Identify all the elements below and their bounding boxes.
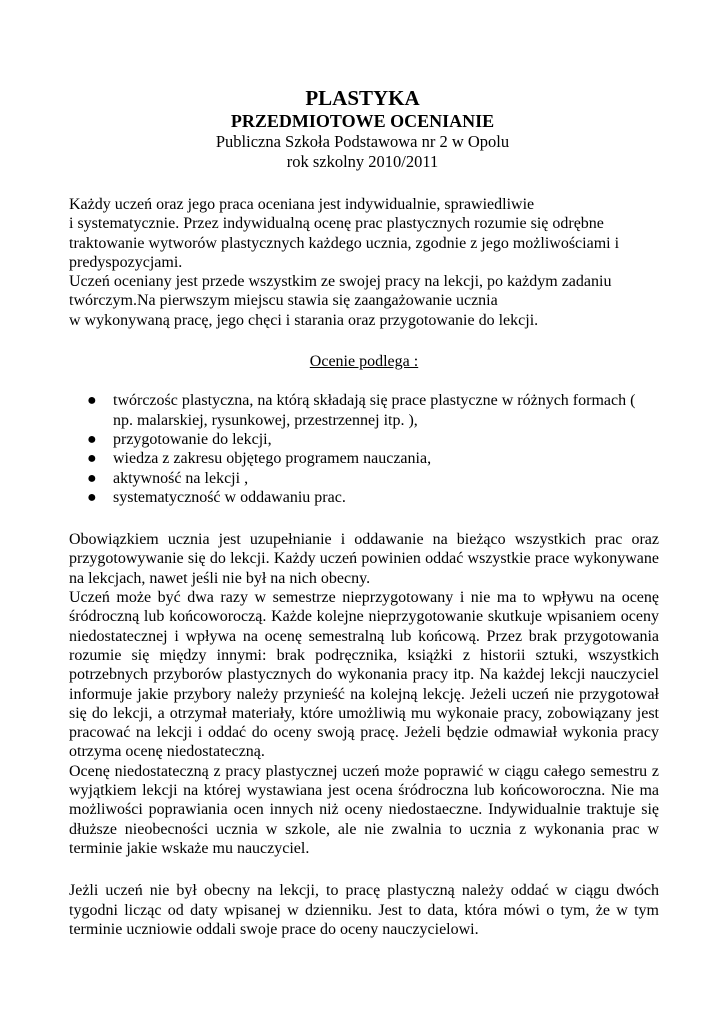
school-name: Publiczna Szkoła Podstawowa nr 2 w Opolu: [215, 132, 510, 151]
intro-line: w wykonywaną pracę, jego chęci i starania oraz przygotowanie do lekcji.: [69, 311, 539, 329]
list-item-text: aktywność na lekcji ,: [113, 469, 249, 487]
list-item-text: systematyczność w oddawaniu prac.: [113, 488, 346, 506]
rules-paragraph-improvement: Ocenę niedostateczną z pracy plastycznej uczeń może poprawić w ciągu całego semestru z wyjątkiem lekcji na której wystawiana jest ocena śródroczna lub końcoworoczna. Nie ma możliwości poprawiania ocen innych niż oceny niedostaeczne. Indywidualnie traktuje się dłuższe nieobecności ucznia w szkole, ale nie zwalnia to ucznia z wykonania prac w terminie jakie wskaże mu nauczyciel.: [69, 762, 659, 857]
rules-paragraph-preparation: Uczeń może być dwa razy w semestrze nieprzygotowany i nie ma to wpływu na ocenę śródroczną lub końcoworoczą. Każde kolejne nieprzygotowanie skutkuje wpisaniem oceny niedostatecznej i wpływa na ocenę semestralną lub końcową. Przez brak przygotowania rozumie się między innymi: brak podręcznika, książki z historii sztuki, wszystkich potrzebnych przyborów plastycznych do wykonania pracy itp. Na każdej lekcji nauczyciel informuje jakie przybory należy przynieść na kolejną lekcję. Jeżeli uczeń nie przygotował się do lekcji, a otrzymał materiały, które umożliwią mu wykonaie pracy, zobowiązany jest pracować na lekcji i oddać do oceny swoją pracę. Jeżeli będzie odmawiał wykonia pracy otrzyma ocenę niedostateczną.: [69, 589, 659, 761]
intro-line: i systematycznie. Przez indywidualną ocenę prac plastycznych rozumie się odrębne: [69, 215, 604, 233]
list-item-text: przygotowanie do lekcji,: [113, 430, 272, 448]
bullet-icon: ●: [87, 450, 97, 468]
bullet-icon: ●: [87, 392, 97, 410]
rules-paragraph-homework: Obowiązkiem ucznia jest uzupełnianie i oddawanie na bieżąco wszystkich prac oraz przygotowywanie się do lekcji. Każdy uczeń powinien oddać wszystkie prace wykonywane na lekcjach, nawet jeśli nie był na nich obecny.: [69, 531, 659, 587]
section-heading: Ocenie podlega :: [309, 353, 419, 371]
list-item-text: wiedza z zakresu objętego programem nauczania,: [113, 450, 432, 468]
list-item: [87, 391, 659, 430]
bullet-icon: ●: [87, 469, 97, 487]
intro-line: twórczym.Na pierwszym miejscu stawia się zaangażowanie ucznia: [69, 292, 498, 310]
intro-line: Uczeń oceniany jest przede wszystkim ze swojej pracy na lekcji, po każdym zadaniu: [69, 273, 612, 291]
page-title: PLASTYKA: [305, 86, 420, 110]
rules-section: [69, 530, 659, 858]
list-item-text: twórczośc plastyczna, na którą składają się prace plastyczne w różnych formach ( np. malarskiej, rysunkowej, przestrzennej itp. ),: [113, 392, 636, 429]
bullet-icon: ●: [87, 430, 97, 448]
intro-line: predyspozycjami.: [69, 253, 183, 271]
rules-paragraph-absence: Jeżli uczeń nie był obecny na lekcji, to pracę plastyczną należy oddać w ciągu dwóch tygodni licząc od daty wpisanej w dzienniku. Jest to data, która mówi o tym, że w tym terminie uczniowie oddali swoje prace do oceny nauczycielowi.: [69, 882, 659, 938]
list-item: [87, 488, 659, 507]
bullet-icon: ●: [87, 488, 97, 506]
document-header: [0, 86, 725, 172]
intro-paragraph: [69, 195, 659, 330]
school-year: rok szkolny 2010/2011: [286, 152, 439, 171]
page-subtitle: PRZEDMIOTOWE OCENIANIE: [230, 111, 495, 131]
document-body: [69, 195, 659, 939]
list-item: [87, 449, 659, 468]
list-item: [87, 469, 659, 488]
intro-line: traktowanie wytworów plastycznych każdego ucznia, zgodnie z jego możliwościami i: [69, 234, 620, 252]
list-item: [87, 430, 659, 449]
assessment-list: [69, 391, 659, 507]
intro-line: Każdy uczeń oraz jego praca oceniana jest indywidualnie, sprawiedliwie: [69, 196, 535, 213]
